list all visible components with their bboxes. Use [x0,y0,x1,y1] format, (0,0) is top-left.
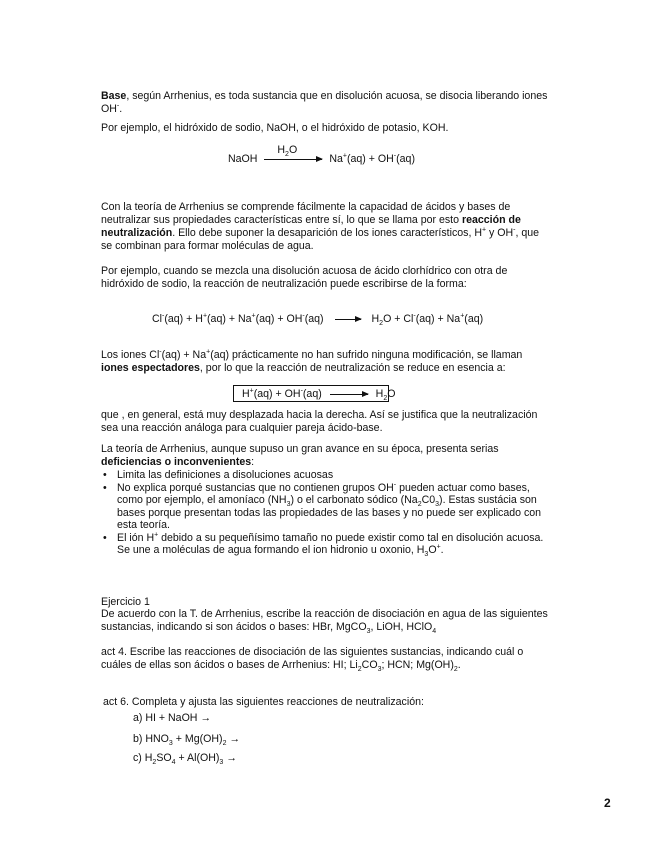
eq2-na: (aq) + Na [207,313,252,325]
page-number: 2 [604,796,611,810]
example-naoh: Por ejemplo, el hidróxido de sodio, NaOH, o el hidróxido de potasio, KOH. [101,122,449,134]
displaced-paragraph: que , en general, está muy desplazada hacia la derecha. Así se justifica que la neutralización sea una reacción análoga para cualquier pareja ácido-base. [101,409,538,434]
theory-part4: , que se combinan para formar moléculas de agua. [101,227,540,252]
limits-part1: La teoría de Arrhenius, aunque supuso un gran avance en su época, presenta serias [101,443,499,455]
box-water-o: O [387,388,396,400]
bullet2-sub2: 2 [417,501,422,509]
exercise-sub1: 3 [366,628,371,636]
eq2-r-na: (aq) + Na [415,313,461,325]
eq1-above-o: O [288,143,298,156]
eq2-h: (aq) + H [164,313,203,325]
act6-b3: → [226,733,241,745]
eq2-cl: Cl [152,313,163,325]
bullet1-text: Limita las definiciones a disoluciones acuosas [117,469,334,481]
bullet3-b: debido a su pequeñísimo tamaño no puede existir como tal en disolución acuosa. Se une a moléculas de agua formando el ion hidronio u oxonio, H [117,531,544,556]
limitations-intro [101,443,551,469]
exercise-sub2: 4 [432,628,437,636]
theory-paragraph [101,201,551,253]
box-arrow [330,394,368,395]
bullet3-charge2: + [436,543,441,551]
act6-bsub2: 2 [222,740,227,748]
box-water-sub: 2 [383,395,388,403]
equation-neutralization [152,313,483,326]
act6-c4: → [223,752,237,764]
act6-csub1: 2 [152,759,157,767]
act4-sub1: 2 [357,666,362,674]
list-item [101,469,551,482]
eq1-right-aq: (aq) [396,153,415,165]
exercise-text-a: De acuerdo con la T. de Arrhenius, escribe la reacción de disociación en agua de las siguientes sustancias, indicando si son ácidos o bases: HBr, MgCO [101,608,548,633]
theory-part2: . Ello debe suponer la desaparición de los iones característicos, H [172,227,482,239]
eq2-r-h: H [371,313,380,325]
bullet3-charge: + [154,530,159,538]
act6-item-b [133,733,240,746]
bullet2-e: ). Estas sustácia son bases porque presentan todas las propiedades de las bases y no puede ser explicado con esta teoría. [117,494,542,531]
act6-title: act 6. Completa y ajusta las siguientes reacciones de neutralización: [103,696,424,708]
spect-part3: (aq) prácticamente no han sufrido ninguna modificación, se llaman [210,349,523,361]
act6-item-c [133,752,237,765]
bullet2-charge: - [393,480,397,488]
h-charge: + [481,226,487,234]
theory-part1: Con la teoría de Arrhenius se comprende fácilmente la capacidad de ácidos y bases de neutralizar sus propiedades características entre sí, lo que se llama por esto [101,201,511,226]
bullet3-d: . [440,544,444,556]
act6-csub3: 3 [219,759,224,767]
act4-text-c: ; HCN; Mg(OH) [381,659,454,671]
exercise-title: Ejercicio 1 [101,596,150,608]
eq1-oh-charge: - [393,152,397,160]
eq1-above-h: H [277,143,286,156]
bullet3-a: El ión H [117,531,155,544]
exercise-text [101,608,551,634]
eq2-r-cl: O + Cl [383,313,414,325]
example-hcl: Por ejemplo, cuando se mezcla una disolución acuosa de ácido clorhídrico con otra de hidróxido de sodio, la reacción de neutralización puede escribirse de la forma: [101,265,508,290]
bullet2-sub1: 3 [286,501,291,509]
equation-naoh [228,143,415,166]
list-item [101,532,551,557]
eq2-oh-charge: - [302,312,305,320]
act6-c1: c) H [133,752,153,764]
eq1-right-oh: (aq) + OH [346,153,394,165]
eq2-cl-charge: - [162,312,165,320]
act4-text-d: . [457,659,461,671]
base-definition-text: , según Arrhenius, es toda sustancia que en disolución acuosa, se disocia liberando iones OH [101,90,548,115]
act4-text-a: act 4. Escribe las reacciones de disociación de las siguientes sustancias, indicando cuál o cuáles de ellas son ácidos o bases de Arrhenius: HI; Li [101,646,524,671]
eq1-right-na: Na [329,153,343,165]
eq2-r-sub: 2 [379,320,384,328]
spect-part1: Los iones Cl [101,349,160,361]
theory-part3: y OH [486,227,514,239]
bullet2-b: pueden actuar como bases, como por ejemplo, el amoníaco (NH [117,481,530,506]
box-h-charge: + [249,387,254,395]
eq2-na-charge: + [251,312,256,320]
act4-text-b: CO [361,659,378,671]
act4-sub2: 3 [377,666,382,674]
eq1-arrow [264,143,322,160]
boxed-equation [233,385,396,403]
box-aq: (aq) [302,388,322,400]
bullet2-a: No explica porqué sustancias que no contienen grupos OH [117,481,394,494]
bullet3-sub: 3 [424,551,429,559]
deficiencies-term: deficiencias o inconvenientes [101,456,252,468]
spect-part4: , por lo que la reacción de neutralización se reduce en esencia a: [199,362,506,374]
exercise-text-b: , LiOH, HClO [370,621,433,633]
act6-bsub1: 3 [168,740,173,748]
spect-na-charge: + [206,348,211,356]
spectator-term: iones espectadores [101,362,200,374]
box-oh: (aq) + OH [253,388,301,400]
act6-b2: + Mg(OH) [172,733,223,745]
box-h: H [242,388,250,400]
deficiencies-list [101,469,551,557]
act4-text [101,646,551,672]
act6-c2: SO [156,752,172,764]
eq1-arrow-label [277,144,297,157]
box-water-h: H [375,388,384,400]
eq2-aq: (aq) [304,313,324,325]
spect-part2: (aq) + Na [161,349,207,361]
bullet2-c: ) o el carbonato sódico (Na [290,494,418,506]
neutralization-term: reacción de neutralización [101,214,521,239]
spectator-paragraph [101,349,551,375]
bullet2-d: C0 [421,494,436,506]
oh-charge-2: - [513,226,516,234]
base-definition [101,90,551,116]
spect-cl-charge: - [159,348,162,356]
bullet3-c: O [428,544,437,556]
eq2-r-aq: (aq) [464,313,484,325]
oh-charge: - [116,102,120,110]
act6-c3: + Al(OH) [175,752,220,764]
act4-sub3: 2 [453,666,458,674]
act6-item-a: a) HI + NaOH → [133,712,211,724]
act6-csub2: 4 [171,759,176,767]
eq2-oh: (aq) + OH [255,313,303,325]
eq2-arrow [335,319,361,320]
bullet2-sub3: 3 [435,501,440,509]
eq2-r-na-charge: + [460,312,465,320]
base-definition-end: . [119,103,123,115]
limits-part2: : [251,456,255,468]
eq2-r-cl-charge: - [413,312,416,320]
eq1-left: NaOH [228,153,258,165]
act6-b1: b) HNO [133,733,169,745]
eq2-h-charge: + [202,312,208,320]
list-item [101,482,551,532]
base-term: Base [101,90,127,102]
eq1-na-charge: + [342,152,347,160]
eq1-above-sub: 2 [285,150,289,158]
box-oh-charge: - [300,387,303,395]
